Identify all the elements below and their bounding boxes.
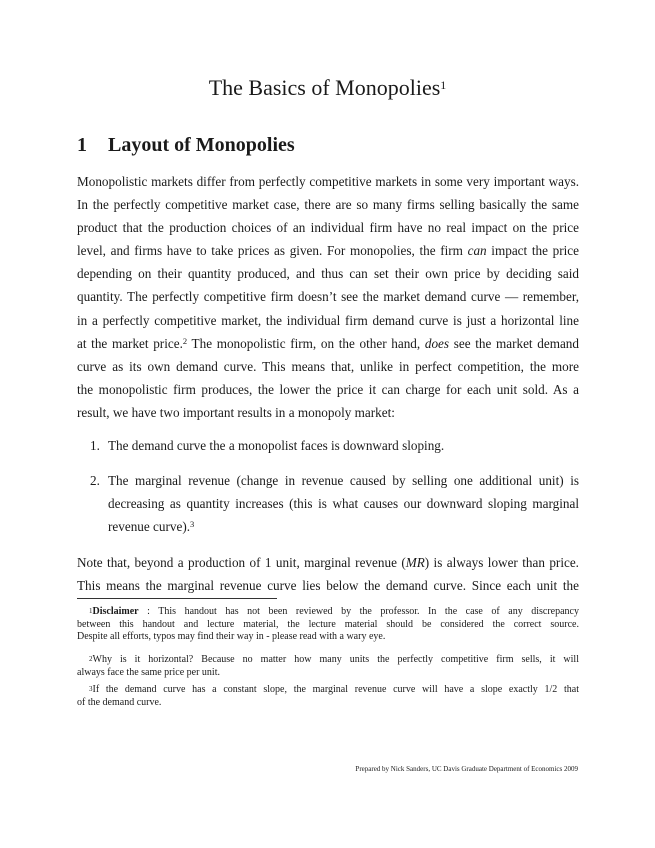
text-run: Why is it horizontal? Because no matter how many units the perfectly competitive firm sells, it will xyxy=(92,654,579,665)
emphasis-mr: MR xyxy=(405,555,425,570)
document-title xyxy=(0,74,655,102)
footnote-mark: 1 xyxy=(89,607,93,615)
paragraph-line: depending on their quantity produced, and thus can set their own price by deciding said xyxy=(77,266,579,282)
paragraph-line: In the perfectly competitive market case, there are so many firms selling basically the same xyxy=(77,197,579,213)
footnote-line xyxy=(77,684,579,697)
footnote-line: between this handout and lecture material, the lecture material should be considered the correct source. xyxy=(77,618,579,630)
paragraph-line: quantity. The perfectly competitive firm doesn’t see the market demand curve — remember, xyxy=(77,289,579,305)
footnote-line xyxy=(77,654,579,667)
text-run: : This handout has not been reviewed by the professor. In the case of any discrepancy xyxy=(138,606,579,617)
text-run: Note that, beyond a production of 1 unit, marginal revenue ( xyxy=(77,555,406,570)
footnote-ref-2: 2 xyxy=(182,335,188,346)
list-line: The marginal revenue (change in revenue caused by selling one additional unit) is xyxy=(108,473,579,488)
title-text: The Basics of Monopolies xyxy=(208,75,441,100)
section-number: 1 xyxy=(77,134,87,156)
paragraph-note xyxy=(77,551,579,597)
text-run: impact the price xyxy=(486,243,579,259)
footnote-1 xyxy=(77,606,579,644)
paragraph-line: product that the production choices of an individual firm have no real impact on the price xyxy=(77,220,579,236)
paragraph-line xyxy=(77,239,579,262)
list-item-number: 1. xyxy=(90,438,100,453)
emphasis-can: can xyxy=(467,243,487,259)
list-line: decreasing as quantity increases (this is what causes our downward sloping marginal xyxy=(108,496,579,512)
paragraph-line: This means the marginal revenue curve lies below the demand curve. Since each unit the xyxy=(77,578,579,594)
paragraph-line: Monopolistic markets differ from perfectly competitive markets in some very important ways. xyxy=(77,174,579,189)
footnote-mark: 3 xyxy=(89,685,93,693)
paragraph-line: curve as its own demand curve. This means that, unlike in perfect competition, the more xyxy=(77,358,579,374)
text-run: see the market demand xyxy=(449,335,579,351)
list-line xyxy=(108,515,579,538)
emphasis-does: does xyxy=(424,335,450,351)
footnote-line: Despite all efforts, typos may find their way in - please read with a wary eye. xyxy=(77,631,386,643)
footnote-3 xyxy=(77,684,579,709)
paragraph-line: in a perfectly competitive market, the individual firm demand curve is just a horizontal line xyxy=(77,312,579,328)
section-title: Layout of Monopolies xyxy=(108,134,295,156)
paragraph-intro xyxy=(77,170,579,424)
footnote-line xyxy=(77,606,579,619)
footnote-ref-3: 3 xyxy=(190,519,195,530)
paragraph-line xyxy=(77,332,579,355)
paragraph-line xyxy=(77,551,579,574)
text-run: The monopolistic firm, on the other hand, xyxy=(187,335,425,351)
list-line: The demand curve the a monopolist faces is downward sloping. xyxy=(108,438,445,453)
text-run: level, and firms have to take prices as given. For monopolies, the firm xyxy=(77,243,468,259)
disclaimer-label: Disclaimer xyxy=(92,606,139,617)
title-footnote-mark: 1 xyxy=(440,78,447,92)
page-footer: Prepared by Nick Sanders, UC Davis Graduate Department of Economics 2009 xyxy=(355,765,578,773)
footnote-line: of the demand curve. xyxy=(77,696,162,708)
footnote-mark: 2 xyxy=(89,655,93,663)
text-run: ) is always lower than price. xyxy=(424,555,579,570)
text-run: If the demand curve has a constant slope, the marginal revenue curve will have a slope exactly 1/2 that xyxy=(92,684,579,695)
text-run: at the market price. xyxy=(77,335,183,351)
text-run: revenue curve). xyxy=(108,519,191,535)
paragraph-line: the monopolistic firm produces, the lower the price it can charge for each unit sold. As a xyxy=(77,381,579,397)
list-item-text xyxy=(108,469,579,538)
footnote-divider xyxy=(77,598,277,599)
footnote-2 xyxy=(77,654,579,679)
list-item-text xyxy=(108,434,579,457)
paragraph-line: result, we have two important results in a monopoly market: xyxy=(77,404,395,420)
list-item-number: 2. xyxy=(90,473,100,488)
footnote-line: always face the same price per unit. xyxy=(77,666,220,678)
section-heading xyxy=(77,132,295,158)
